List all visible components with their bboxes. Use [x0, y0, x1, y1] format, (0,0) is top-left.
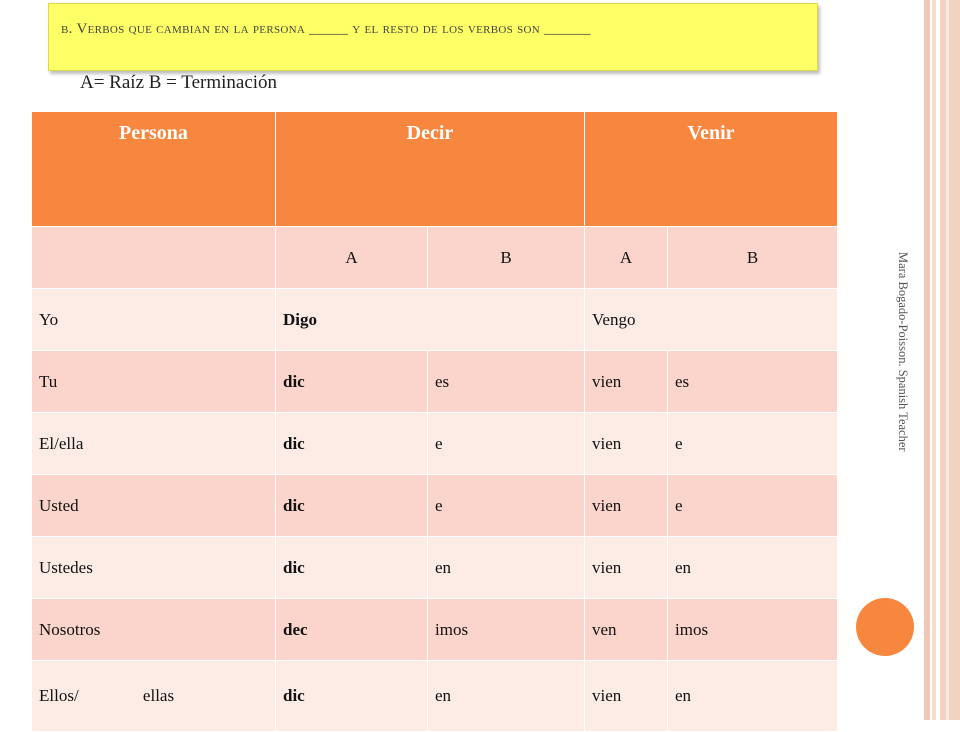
cell-persona: Tu [32, 351, 276, 413]
cell-decir-b: e [428, 475, 585, 537]
decor-stripe [924, 0, 930, 720]
author-side-text: Mara Bogado-Poisson. Spanish Teacher [896, 252, 910, 452]
header-persona: Persona [32, 112, 276, 227]
subheader-empty [32, 227, 276, 289]
cell-decir-b: en [428, 537, 585, 599]
cell-persona: Ustedes [32, 537, 276, 599]
cell-venir-b: imos [668, 599, 838, 661]
decor-stripe [932, 0, 936, 720]
cell-venir-a: ven [585, 599, 668, 661]
cell-decir-b: imos [428, 599, 585, 661]
header-venir: Venir [585, 112, 838, 227]
cell-venir-b: es [668, 351, 838, 413]
cell-venir-a: vien [585, 413, 668, 475]
cell-venir-b: e [668, 413, 838, 475]
subheader-row [32, 227, 838, 289]
cell-venir-b: en [668, 537, 838, 599]
table-row [32, 413, 838, 475]
cell-venir-a: vien [585, 537, 668, 599]
cell-persona: Ellos/ ellas [32, 661, 276, 732]
cell-decir-a: dec [276, 599, 428, 661]
cell-venir-a: vien [585, 475, 668, 537]
cell-decir-b: es [428, 351, 585, 413]
slide-subtitle: A= Raíz B = Terminación [80, 72, 278, 93]
table-row [32, 661, 838, 732]
conjugation-table [31, 111, 838, 732]
header-decir: Decir [276, 112, 585, 227]
cell-persona: Usted [32, 475, 276, 537]
cell-decir-a: dic [276, 413, 428, 475]
table-row [32, 351, 838, 413]
cell-persona: Yo [32, 289, 276, 351]
cell-decir-a: dic [276, 537, 428, 599]
cell-persona: Nosotros [32, 599, 276, 661]
cell-venir-b: en [668, 661, 838, 732]
table-row [32, 475, 838, 537]
table-row [32, 599, 838, 661]
cell-venir: Vengo [585, 289, 838, 351]
subheader-decir-a: A [276, 227, 428, 289]
cell-venir-b: e [668, 475, 838, 537]
subheader-decir-b: B [428, 227, 585, 289]
decor-circle [856, 598, 914, 656]
cell-venir-a: vien [585, 351, 668, 413]
subheader-venir-b: B [668, 227, 838, 289]
subheader-venir-a: A [585, 227, 668, 289]
decor-stripe [940, 0, 960, 720]
cell-venir-a: vien [585, 661, 668, 732]
cell-decir-a: dic [276, 475, 428, 537]
title-box [48, 3, 818, 71]
cell-decir-b: e [428, 413, 585, 475]
cell-persona: El/ella [32, 413, 276, 475]
cell-decir: Digo [276, 289, 585, 351]
slide-title: b. Verbos que cambian en la persona _____ y el resto de los verbos son ______ [61, 21, 591, 37]
cell-decir-a: dic [276, 351, 428, 413]
table-row [32, 289, 838, 351]
table-row [32, 537, 838, 599]
decor-stripe [946, 0, 949, 720]
header-row [32, 112, 838, 227]
cell-decir-a: dic [276, 661, 428, 732]
cell-decir-b: en [428, 661, 585, 732]
